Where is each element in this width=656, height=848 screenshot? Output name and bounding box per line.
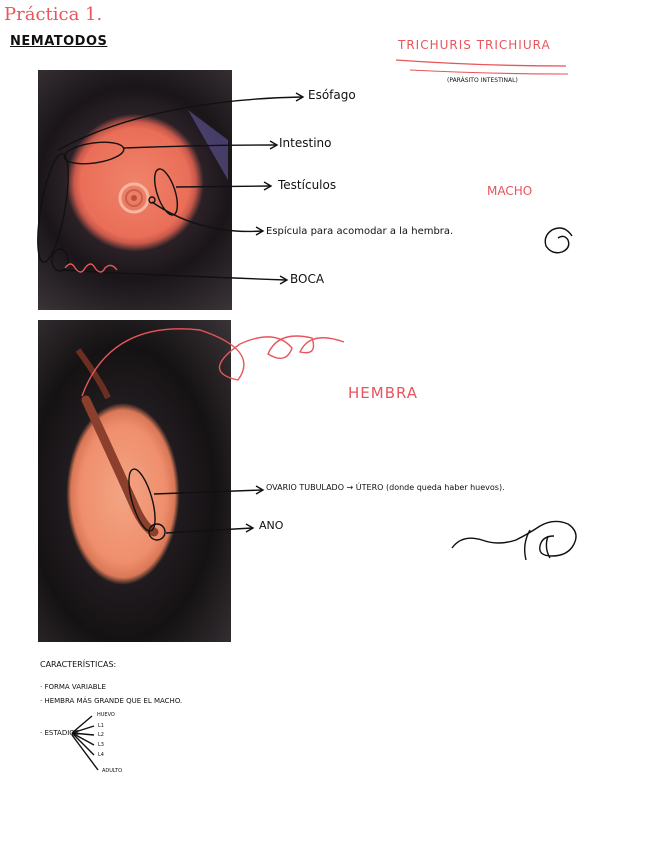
practice-title: Práctica 1. (4, 4, 103, 25)
stage-l3: L3 (98, 742, 104, 748)
stages-label: · ESTADIOS (40, 729, 80, 737)
stage-l2: L2 (98, 732, 104, 738)
stage-huevo: HUEVO (97, 712, 115, 718)
label-intestino: Intestino (279, 136, 332, 150)
label-ano: ANO (259, 519, 284, 532)
topic-title: NEMATODOS (10, 34, 108, 49)
sex-label-macho: MACHO (487, 184, 533, 198)
label-esofago: Esófago (308, 88, 356, 102)
note-item-2: · HEMBRA MÁS GRANDE QUE EL MACHO. (40, 697, 183, 705)
label-testiculos: Testículos (278, 178, 337, 192)
species-name: TRICHURIS TRICHIURA (398, 38, 551, 52)
stage-l1: L1 (98, 723, 104, 729)
sex-label-hembra: HEMBRA (348, 384, 419, 402)
note-item-1: · FORMA VARIABLE (40, 683, 106, 691)
label-ovario: OVARIO TUBULADO → ÚTERO (donde queda haber huevos). (266, 483, 505, 492)
stage-adulto: ADULTO (102, 768, 123, 774)
notes-title: CARACTERÍSTICAS: (40, 660, 117, 669)
label-espicula: Espícula para acomodar a la hembra. (266, 226, 454, 237)
stage-l4: L4 (98, 752, 104, 758)
parasite-note: (PARÁSITO INTESTINAL) (447, 77, 518, 84)
label-boca: BOCA (290, 272, 325, 286)
